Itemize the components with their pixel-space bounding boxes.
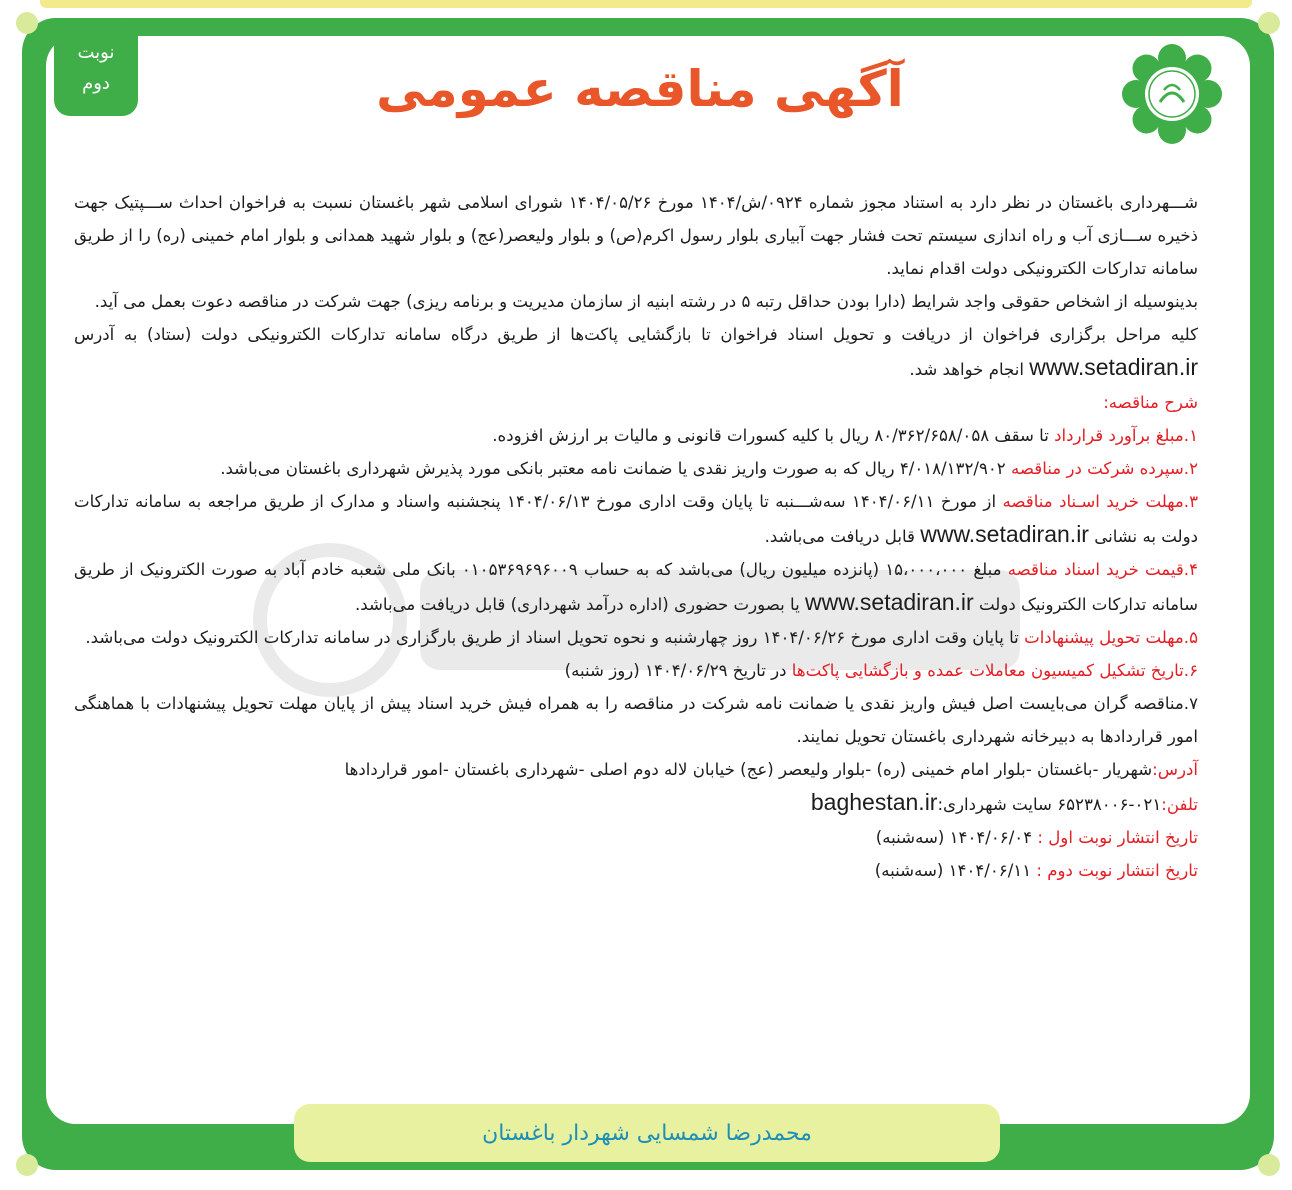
notice-body: [74, 186, 1198, 887]
item-6-text: در تاریخ ۱۴۰۴/۰۶/۲۹ (روز شنبه): [564, 661, 787, 680]
phone-label: تلفن:: [1161, 795, 1198, 814]
phone-value: ۰۲۱-۶۵۲۳۸۰۰۶ سایت شهرداری:: [937, 795, 1162, 814]
publication-round-badge: [54, 20, 138, 116]
address-value: شهریار -باغستان -بلوار امام خمینی (ره) -بلوار ولیعصر (عج) خیابان لاله دوم اصلی -شهرداری باغستان -امور قراردادها: [344, 760, 1153, 779]
list-item: [74, 485, 1198, 553]
intro-paragraph-1: شـــهرداری باغستان در نظر دارد به استناد مجوز شماره ۰۹۲۴/ش/۱۴۰۴ مورخ ۱۴۰۴/۰۵/۲۶ شورای اسلامی شهر باغستان نسبت به فراخوان احداث ســـپتیک جهت ذخیره ســـازی آب و راه اندازی سیستم تحت فشار جهت آبیاری بلوار رسول اکرم(ص) و بلوار ولیعصر(عج) و بلوار شهید همدانی و بلوار امام خمینی (ره) را از طریق سامانه تدارکات الکترونیکی دولت اقدام نماید.: [74, 193, 1198, 278]
item-4-link[interactable]: www.setadiran.ir: [804, 589, 974, 615]
address-label: آدرس:: [1152, 760, 1198, 779]
municipality-site-link[interactable]: baghestan.ir: [810, 789, 938, 815]
item-3-text-after: قابل دریافت می‌باشد.: [764, 527, 915, 546]
item-3-link[interactable]: www.setadiran.ir: [920, 521, 1089, 547]
item-2-label: ۲.سپرده شرکت در مناقصه: [1011, 459, 1198, 478]
corner-ornament: [16, 1154, 38, 1176]
top-decorative-strip: [40, 0, 1252, 8]
setadiran-link[interactable]: www.setadiran.ir: [1029, 354, 1198, 380]
corner-ornament: [16, 12, 38, 34]
item-3-label: ۳.مهلت خرید اسـناد مناقصه: [1002, 492, 1199, 511]
contact-address: [74, 753, 1198, 786]
pub2-value: ۱۴۰۴/۰۶/۱۱ (سه‌شنبه): [874, 861, 1032, 880]
intro-p3-end: انجام خواهد شد.: [909, 360, 1024, 379]
corner-ornament: [1258, 1154, 1280, 1176]
list-item: [74, 553, 1198, 621]
item-5-label: ۵.مهلت تحویل پیشنهادات: [1024, 628, 1198, 647]
badge-line-1: نوبت: [77, 42, 115, 63]
contact-phone: [74, 786, 1198, 821]
item-1-label: ۱.مبلغ برآورد قرارداد: [1054, 426, 1198, 445]
item-5-text: تا پایان وقت اداری مورخ ۱۴۰۴/۰۶/۲۶ روز چهارشنبه و نحوه تحویل اسناد از طریق بارگزاری در سامانه تدارکات الکترونیک دولت می‌باشد.: [85, 628, 1019, 647]
item-2-text: ۴/۰۱۸/۱۳۲/۹۰۲ ریال که به صورت واریز نقدی یا ضمانت نامه معتبر بانکی مورد پذیرش شهرداری باغستان می‌باشد.: [220, 459, 1006, 478]
pub1-value: ۱۴۰۴/۰۶/۰۴ (سه‌شنبه): [875, 828, 1033, 847]
municipality-flower-logo-icon: [1122, 44, 1222, 144]
page-title: آگهی مناقصه عمومی: [376, 60, 904, 118]
corner-ornament: [1258, 12, 1280, 34]
list-item: [74, 621, 1198, 654]
publication-date-1: [74, 821, 1198, 854]
publication-date-2: [74, 854, 1198, 887]
badge-line-2: دوم: [82, 73, 110, 94]
details-heading: شرح مناقصه:: [1103, 393, 1198, 412]
item-3-text: از مورخ ۱۴۰۴/۰۶/۱۱ سه‌شـــنبه تا پایان وقت اداری مورخ ۱۴۰۴/۰۶/۱۳ پنجشنبه واسناد و مدارک از طریق مراجعه به سامانه تدارکات دولت به نشانی: [74, 492, 1198, 546]
list-item: [74, 687, 1198, 753]
intro-p3-text: کلیه مراحل برگزاری فراخوان از دریافت و تحویل اسناد فراخوان تا بازگشایی پاکت‌ها از طریق درگاه سامانه تدارکات الکترونیکی دولت (ستاد) به آدرس: [74, 325, 1198, 344]
pub2-label: تاریخ انتشار نوبت دوم :: [1036, 861, 1198, 880]
intro-paragraph-3: [74, 318, 1198, 386]
pub1-label: تاریخ انتشار نوبت اول :: [1037, 828, 1198, 847]
list-item: [74, 452, 1198, 485]
item-1-text: تا سقف ۸۰/۳۶۲/۶۵۸/۰۵۸ ریال با کلیه کسورات قانونی و مالیات بر ارزش افزوده.: [492, 426, 1049, 445]
list-item: [74, 419, 1198, 452]
item-7-text: ۷.مناقصه گران می‌بایست اصل فیش واریز نقدی یا ضمانت نامه شرکت در مناقصه را به همراه فیش خرید اسناد پیش از پایان مهلت تحویل پیشنهادات با هماهنگی امور قراردادها به دبیرخانه شهرداری باغستان تحویل نمایند.: [74, 694, 1198, 746]
mayor-signature-bar: [294, 1104, 1000, 1162]
item-4-text-after: یا بصورت حضوری (اداره درآمد شهرداری) قابل دریافت می‌باشد.: [355, 595, 800, 614]
item-4-label: ۴.قیمت خرید اسناد مناقصه: [1007, 560, 1199, 579]
signature-text: محمدرضا شمسایی شهردار باغستان: [482, 1120, 812, 1146]
list-item: [74, 654, 1198, 687]
item-4-text: مبلغ ۱۵،۰۰۰،۰۰۰ (پانزده میلیون ریال) می‌باشد که به حساب ۰۱۰۵۳۶۹۶۹۶۰۰۹ بانک ملی شعبه خادم آباد به صورت الکترونیک از طریق سامانه تدارکات الکترونیک دولت: [74, 560, 1198, 614]
item-6-label: ۶.تاریخ تشکیل کمیسیون معاملات عمده و بازگشایی پاکت‌ها: [791, 661, 1198, 680]
intro-paragraph-2: بدینوسیله از اشخاص حقوقی واجد شرایط (دارا بودن حداقل رتبه ۵ در رشته ابنیه از سازمان مدیریت و برنامه ریزی) جهت شرکت در مناقصه دعوت بعمل می آید.: [94, 292, 1198, 311]
